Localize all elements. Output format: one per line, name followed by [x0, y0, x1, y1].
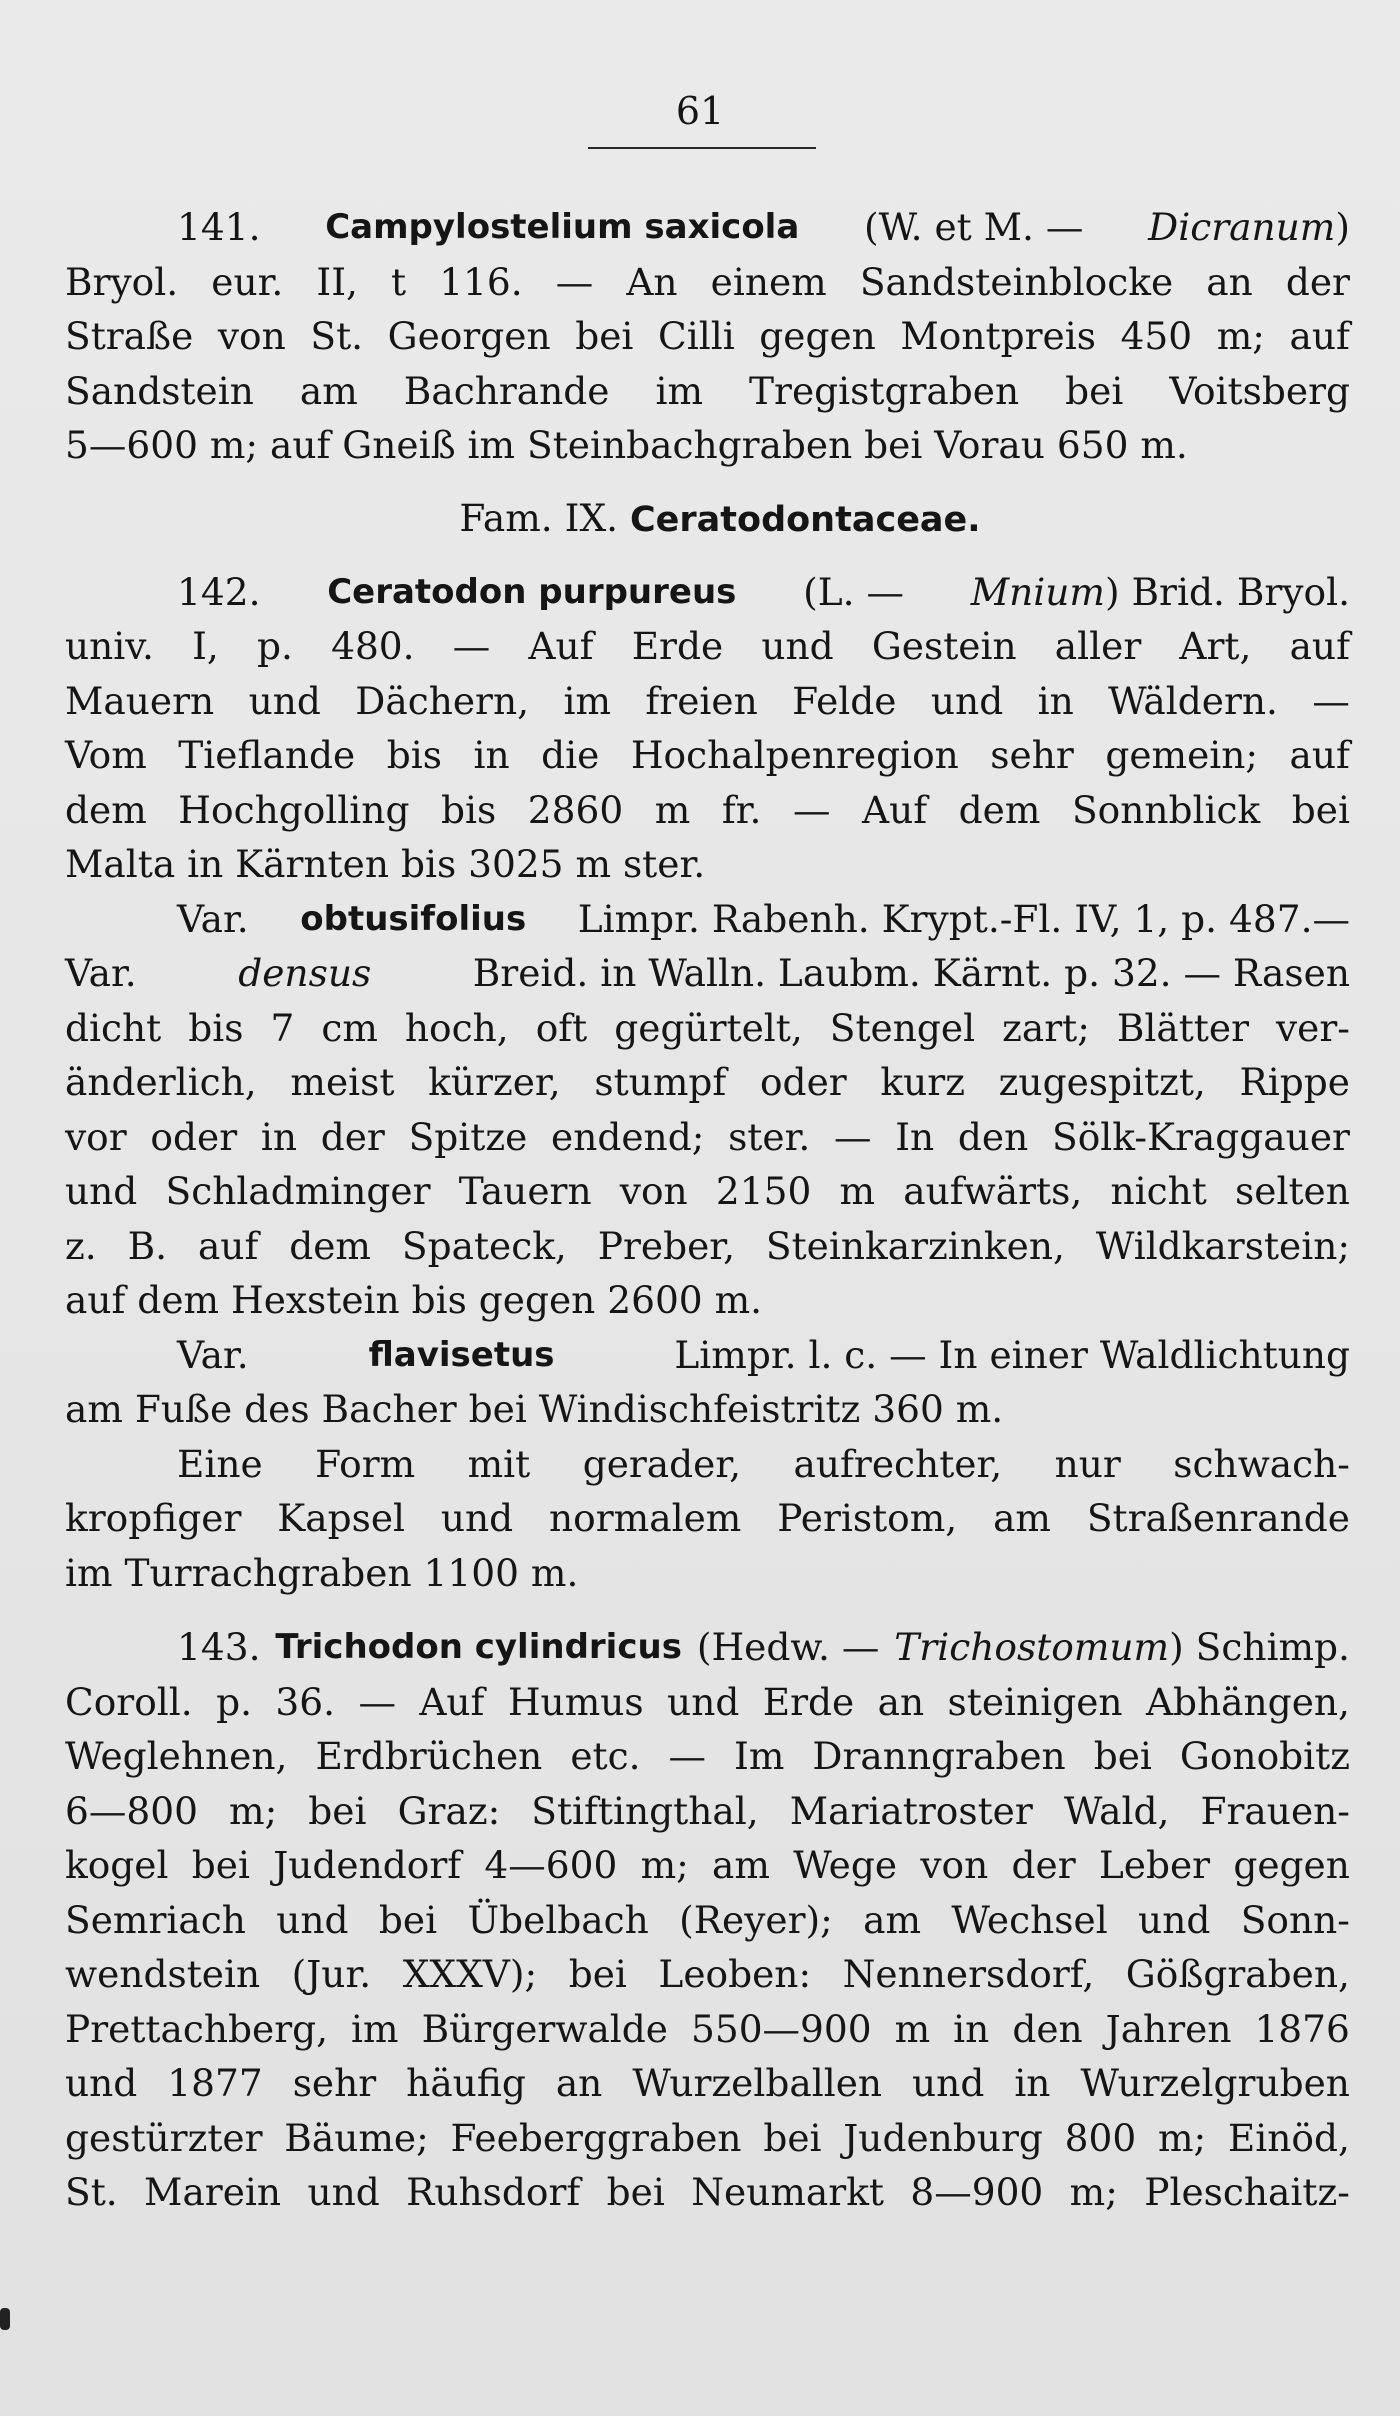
variety-label: Var.: [65, 951, 137, 995]
variety-obtusifolius-line: [65, 892, 1350, 947]
family-number: Fam. IX.: [459, 495, 619, 540]
text-line: Weglehnen, Erdbrüchen etc. — Im Dranngraben bei Gonobitz: [65, 1734, 1350, 1778]
variety-synonym: densus: [238, 951, 372, 995]
text-line: Bryol. eur. II, t 116. — An einem Sandsteinblocke an der: [65, 259, 1350, 304]
text-line: am Fuße des Bacher bei Windischfeistritz 360 m.: [65, 1387, 1004, 1431]
text-line: und Schladminger Tauern von 2150 m aufwärts, nicht selten: [65, 1169, 1350, 1213]
page-body: [65, 200, 1350, 2220]
species-name: Ceratodon purpureus: [327, 571, 737, 612]
text-line: Mauern und Dächern, im freien Felde und in Wäldern. —: [65, 678, 1350, 723]
variety-label: Var.: [177, 1332, 249, 1377]
margin-blot: [0, 2308, 10, 2330]
variety-synonym-line: [65, 946, 1350, 1001]
entry-number: 141.: [177, 205, 261, 249]
entry-number: 143.: [177, 1625, 261, 1669]
family-name: Ceratodontaceae.: [630, 499, 981, 540]
text-line: Prettachberg, im Bürgerwalde 550—900 m in den Jahren 1876: [65, 2006, 1350, 2051]
entry-number: 142.: [177, 569, 261, 614]
species-name: Campylostelium saxicola: [325, 207, 800, 247]
entry-141-line: [65, 200, 1350, 255]
text-line: kropfiger Kapsel und normalem Peristom, am Straßenrande: [65, 1496, 1350, 1540]
synonym-author: (Hedw. —: [696, 1625, 880, 1669]
text-line: auf dem Hexstein bis gegen 2600 m.: [65, 1278, 763, 1322]
variety-name: flavisetus: [368, 1334, 555, 1375]
variety-citation: Limpr. l. c. — In einer Waldlichtung: [674, 1332, 1350, 1377]
header-rule: [588, 147, 816, 149]
variety-label: Var.: [177, 896, 249, 941]
synonym-genus: Dicranum): [1148, 205, 1350, 249]
variety-flavisetus-line: [65, 1328, 1350, 1383]
synonym-genus: Mnium) Brid. Bryol.: [970, 569, 1350, 614]
text-line: vor oder in der Spitze endend; ster. — In den Sölk-Kraggauer: [65, 1114, 1350, 1159]
entry-143-line: [65, 1620, 1350, 1675]
text-line: 6—800 m; bei Graz: Stiftingthal, Mariatroster Wald, Frauen-: [65, 1788, 1350, 1833]
entry-142-line: [65, 565, 1350, 620]
text-line: Vom Tieflande bis in die Hochalpenregion sehr gemein; auf: [65, 733, 1350, 777]
synonym-genus: Trichostomum) Schimp.: [894, 1625, 1350, 1669]
variety-citation: Breid. in Walln. Laubm. Kärnt. p. 32. — Rasen: [472, 951, 1350, 995]
text-line: Semriach und bei Übelbach (Reyer); am Wechsel und Sonn-: [65, 1897, 1350, 1942]
family-heading: [65, 489, 1350, 547]
text-line: Eine Form mit gerader, aufrechter, nur schwach-: [177, 1441, 1350, 1486]
variety-citation: Limpr. Rabenh. Krypt.-Fl. IV, 1, p. 487.—: [577, 896, 1350, 941]
text-line: univ. I, p. 480. — Auf Erde und Gestein aller Art, auf: [65, 624, 1350, 668]
text-line: Sandstein am Bachrande im Tregistgraben bei Voitsberg: [65, 368, 1350, 413]
text-line: Straße von St. Georgen bei Cilli gegen Montpreis 450 m; auf: [65, 314, 1350, 358]
text-line: dicht bis 7 cm hoch, oft gegürtelt, Stengel zart; Blätter ver-: [65, 1005, 1350, 1050]
page-number: 61: [675, 89, 725, 133]
synonym-author: (L. —: [803, 569, 904, 614]
text-line: und 1877 sehr häufig an Wurzelballen und in Wurzelgruben: [65, 2061, 1350, 2105]
synonym-author: (W. et M. —: [864, 205, 1084, 249]
text-line: änderlich, meist kürzer, stumpf oder kurz zugespitzt, Rippe: [65, 1060, 1350, 1104]
variety-name: obtusifolius: [300, 898, 527, 939]
text-line: St. Marein und Ruhsdorf bei Neumarkt 8—900 m; Pleschaitz-: [65, 2170, 1350, 2214]
text-line: im Turrachgraben 1100 m.: [65, 1550, 579, 1595]
text-line: z. B. auf dem Spateck, Preber, Steinkarzinken, Wildkarstein;: [65, 1223, 1350, 1268]
text-line: kogel bei Judendorf 4—600 m; am Wege von der Leber gegen: [65, 1843, 1350, 1887]
text-line: dem Hochgolling bis 2860 m fr. — Auf dem Sonnblick bei: [65, 787, 1350, 832]
text-line: Coroll. p. 36. — Auf Humus und Erde an steinigen Abhängen,: [65, 1679, 1350, 1724]
species-name: Trichodon cylindricus: [275, 1627, 682, 1667]
text-line: 5—600 m; auf Gneiß im Steinbachgraben bei Vorau 650 m.: [65, 423, 1188, 467]
text-line: wendstein (Jur. XXXV); bei Leoben: Nennersdorf, Gößgraben,: [65, 1952, 1350, 1996]
text-line: Malta in Kärnten bis 3025 m ster.: [65, 842, 706, 886]
text-line: gestürzter Bäume; Feeberggraben bei Judenburg 800 m; Einöd,: [65, 2115, 1350, 2160]
